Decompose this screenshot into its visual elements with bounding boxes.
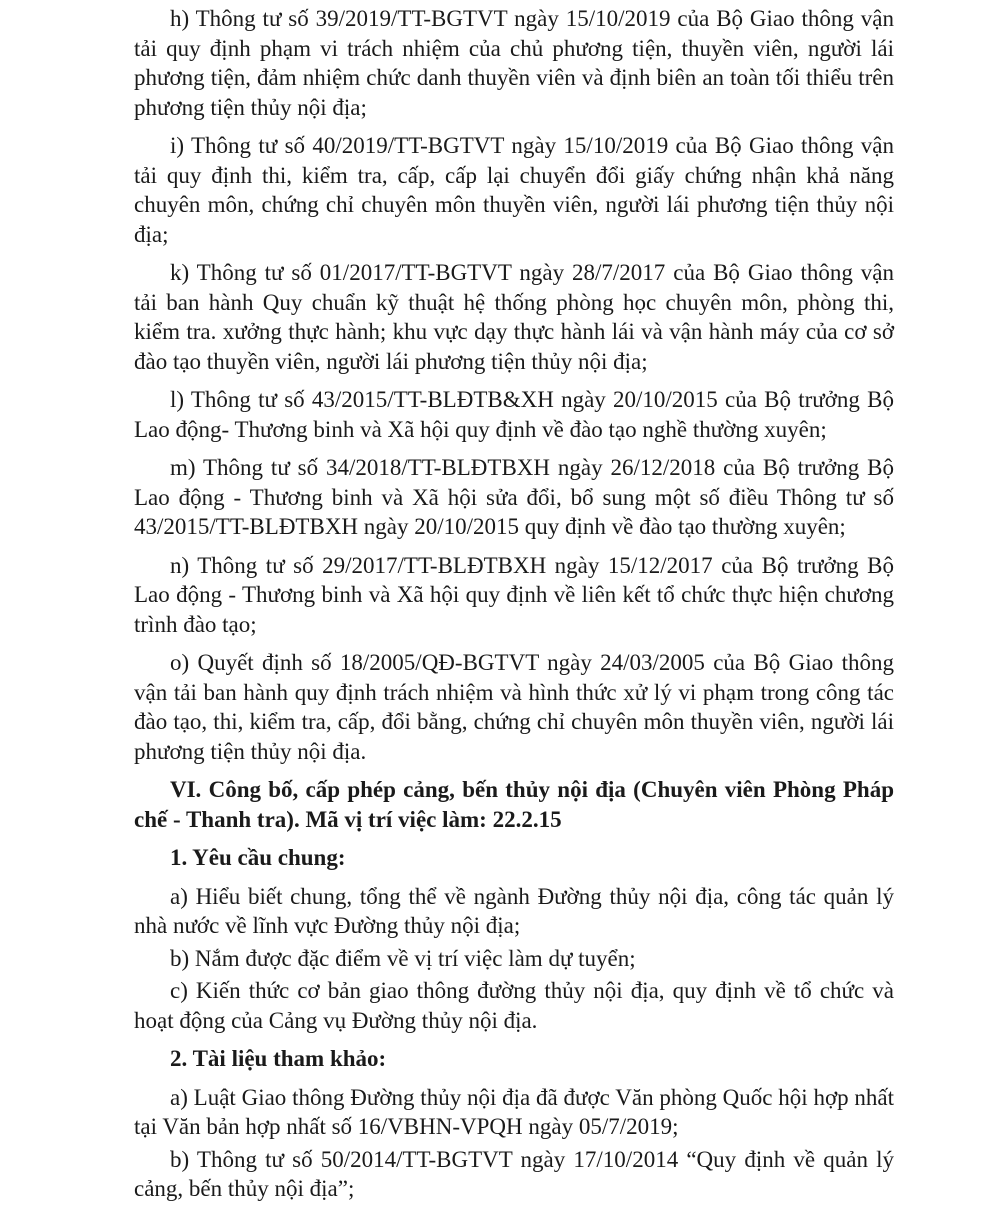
list-item-h: h) Thông tư số 39/2019/TT-BGTVT ngày 15/10/2019 của Bộ Giao thông vận tải quy định phạm vi trách nhiệm của chủ phương tiện, thuyền viên, người lái phương tiện, đảm nhiệm chức danh thuyền viên và định biên an toàn tối thiểu trên phương tiện thủy nội địa; xyxy=(134,6,894,120)
list-item-m: m) Thông tư số 34/2018/TT-BLĐTBXH ngày 26/12/2018 của Bộ trưởng Bộ Lao động - Thương binh và Xã hội sửa đổi, bổ sung một số điều Thông tư số 43/2015/TT-BLĐTBXH ngày 20/10/2015 quy định về đào tạo thường xuyên; xyxy=(134,455,894,539)
list-item-o: o) Quyết định số 18/2005/QĐ-BGTVT ngày 24/03/2005 của Bộ Giao thông vận tải ban hành quy định trách nhiệm và hình thức xử lý vi phạm trong công tác đào tạo, thi, kiểm tra, cấp, đổi bằng, chứng chỉ chuyên môn thuyền viên, người lái phương tiện thủy nội địa. xyxy=(134,650,894,764)
subheading-references: 2. Tài liệu tham khảo: xyxy=(170,1046,387,1071)
requirement-item-c: c) Kiến thức cơ bản giao thông đường thủy nội địa, quy định về tổ chức và hoạt động của Cảng vụ Đường thủy nội địa. xyxy=(134,978,894,1033)
list-item-l: l) Thông tư số 43/2015/TT-BLĐTB&XH ngày 20/10/2015 của Bộ trưởng Bộ Lao động- Thương binh và Xã hội quy định về đào tạo nghề thường xuyên; xyxy=(134,387,894,442)
reference-item-a: a) Luật Giao thông Đường thủy nội địa đã được Văn phòng Quốc hội hợp nhất tại Văn bản hợp nhất số 16/VBHN-VPQH ngày 05/7/2019; xyxy=(134,1084,894,1139)
list-item-k: k) Thông tư số 01/2017/TT-BGTVT ngày 28/7/2017 của Bộ Giao thông vận tải ban hành Quy chuẩn kỹ thuật hệ thống phòng học chuyên môn, phòng thi, kiểm tra. xưởng thực hành; khu vực dạy thực hành lái và vận hành máy của cơ sở đào tạo thuyền viên, người lái phương tiện thủy nội địa; xyxy=(134,260,894,374)
list-item-n: n) Thông tư số 29/2017/TT-BLĐTBXH ngày 15/12/2017 của Bộ trưởng Bộ Lao động - Thương binh và Xã hội quy định về liên kết tổ chức thực hiện chương trình đào tạo; xyxy=(134,552,894,637)
section-heading: VI. Công bố, cấp phép cảng, bến thủy nội địa (Chuyên viên Phòng Pháp chế - Thanh tra). Mã vị trí việc làm: 22.2.15 xyxy=(134,777,894,832)
requirement-item-a: a) Hiểu biết chung, tổng thể về ngành Đường thủy nội địa, công tác quản lý nhà nước về lĩnh vực Đường thủy nội địa; xyxy=(134,883,894,938)
reference-item-b: b) Thông tư số 50/2014/TT-BGTVT ngày 17/10/2014 “Quy định về quản lý cảng, bến thủy nội địa”; xyxy=(134,1146,894,1201)
subheading-general-requirements: 1. Yêu cầu chung: xyxy=(170,845,346,870)
list-item-i: i) Thông tư số 40/2019/TT-BGTVT ngày 15/10/2019 của Bộ Giao thông vận tải quy định thi, kiểm tra, cấp, cấp lại chuyển đổi giấy chứng nhận khả năng chuyên môn, chứng chỉ chuyên môn thuyền viên, người lái phương tiện thủy nội địa; xyxy=(134,133,894,247)
document-body xyxy=(134,4,894,1207)
requirement-item-b: b) Nắm được đặc điểm về vị trí việc làm dự tuyển; xyxy=(170,945,636,971)
